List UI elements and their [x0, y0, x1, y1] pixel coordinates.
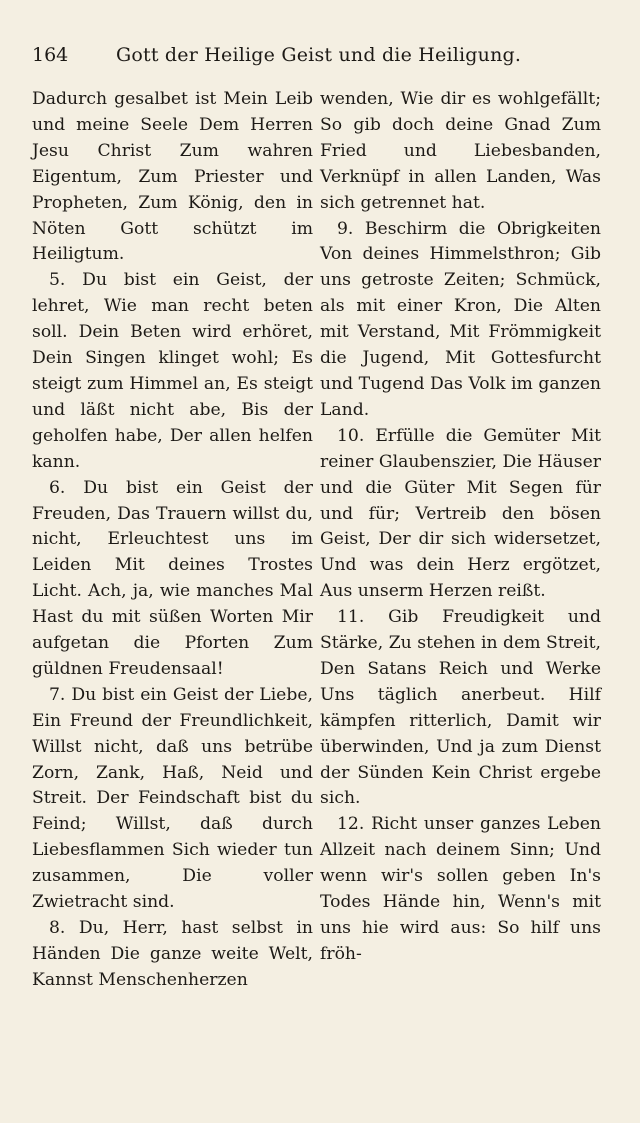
hymn-stanza-8-continuation: wenden, Wie dir es wohlgefällt; So gib doch deine Gnad Zum Fried und Liebesbanden, Verknüpf in allen Landen, Was sich getrennet hat. — [320, 89, 601, 213]
hymn-stanza-5: 5. Du bist ein Geist, der lehret, Wie man recht beten soll. Dein Beten wird erhöret, Dein Singen klinget wohl; Es steigt zum Himmel an, Es steigt und läßt nicht abe, Bis der geholfen habe, Der allen helfen kann. — [32, 270, 313, 472]
left-column — [32, 87, 313, 994]
hymn-stanza-10: 10. Erfülle die Gemüter Mit reiner Glaubenszier, Die Häuser und die Güter Mit Segen für und für; Vertreib den bösen Geist, Der dir sich widersetzet, Und was dein Herz ergötzet, Aus unserm Herzen reißt. — [320, 425, 601, 602]
hymn-stanza-11: 11. Gib Freudigkeit und Stärke, Zu stehen in dem Streit, Den Satans Reich und Werke Uns täglich anerbeut. Hilf kämpfen ritterlich, Damit wir überwinden, Und ja zum Dienst der Sünden Kein Christ ergebe sich. — [320, 607, 601, 809]
hymn-stanza-7: 7. Du bist ein Geist der Liebe, Ein Freund der Freundlichkeit, Willst nicht, daß uns betrübe Zorn, Zank, Haß, Neid und Streit. Der Feindschaft bist du Feind; Willst, daß durch Liebesflammen Sich wieder tun zusammen, Die voller Zwietracht sind. — [32, 684, 313, 913]
hymn-stanza-8: 8. Du, Herr, hast selbst in Händen Die ganze weite Welt, Kannst Menschenherzen — [32, 918, 313, 990]
hymn-stanza-6: 6. Du bist ein Geist der Freuden, Das Trauern willst du, nicht, Erleuchtest uns im Leiden Mit deines Trostes Licht. Ach, ja, wie manches Mal Hast du mit süßen Worten Mir aufgetan die Pforten Zum güldnen Freudensaal! — [32, 477, 313, 679]
hymn-stanza-9: 9. Beschirm die Obrigkeiten Von deines Himmelsthron; Gib uns getroste Zeiten; Schmück, als mit einer Kron, Die Alten mit Verstand, Mit Frömmigkeit die Jugend, Mit Gottesfurcht und Tugend Das Volk im ganzen Land. — [320, 218, 601, 420]
hymn-stanza-continuation: Dadurch gesalbet ist Mein Leib und meine Seele Dem Herren Jesu Christ Zum wahren Eigentum, Zum Priester und Propheten, Zum König, den in Nöten Gott schützt im Heiligtum. — [32, 89, 313, 265]
right-column — [320, 87, 601, 968]
page-header — [32, 40, 616, 70]
hymn-stanza-12: 12. Richt unser ganzes Leben Allzeit nach deinem Sinn; Und wenn wir's sollen geben In's Todes Hände hin, Wenn's mit uns hie wird aus: So hilf uns fröh- — [320, 814, 601, 964]
page-number: 164 — [32, 44, 69, 66]
running-title: Gott der Heilige Geist und die Heiligung. — [116, 44, 522, 66]
